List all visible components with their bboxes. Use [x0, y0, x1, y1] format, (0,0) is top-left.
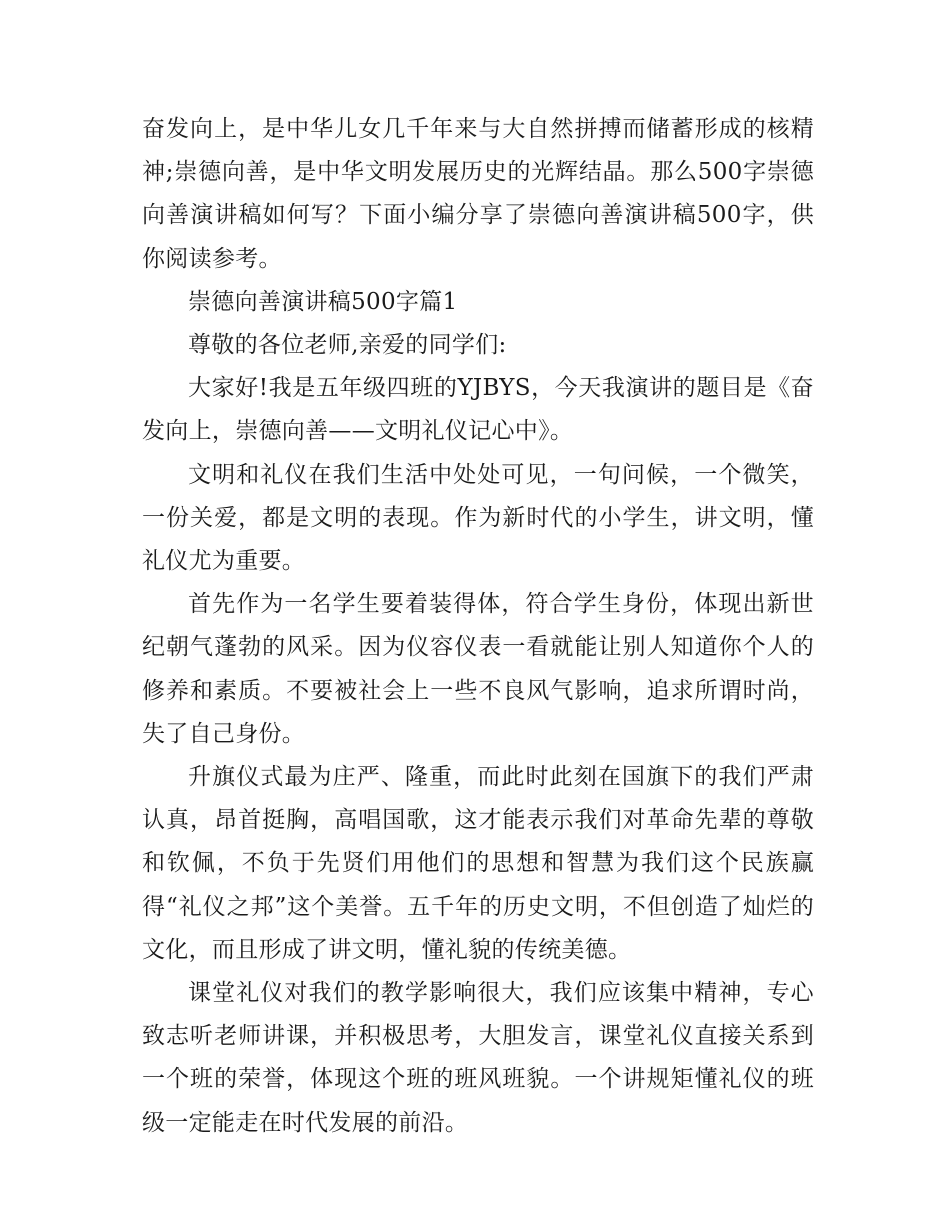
section-heading: 崇德向善演讲稿500字篇1 — [188, 288, 458, 315]
body-paragraph: 文明和礼仪在我们生活中处处可见，一句问候，一个微笑，一份关爱，都是文明的表现。作为新时代的小学生，讲文明，懂礼仪尤为重要。 — [142, 461, 814, 575]
body-paragraph: 课堂礼仪对我们的教学影响很大，我们应该集中精神，专心致志听老师讲课，并积极思考，大胆发言，课堂礼仪直接关系到一个班的荣誉，体现这个班的班风班貌。一个讲规矩懂礼仪的班级一定能走在时代发展的前沿。 — [142, 980, 814, 1136]
greeting-paragraph: 大家好!我是五年级四班的YJBYS，今天我演讲的题目是《奋发向上，崇德向善——文明礼仪记心中》。 — [142, 375, 814, 445]
document-page — [142, 108, 814, 1145]
body-paragraph: 升旗仪式最为庄严、隆重，而此时此刻在国旗下的我们严肃认真，昂首挺胸，高唱国歌，这才能表示我们对革命先辈的尊敬和钦佩，不负于先贤们用他们的思想和智慧为我们这个民族赢得“礼仪之邦”这个美誉。五千年的历史文明，不但创造了灿烂的文化，而且形成了讲文明，懂礼貌的传统美德。 — [142, 764, 814, 963]
intro-paragraph: 奋发向上，是中华儿女几千年来与大自然拼搏而储蓄形成的核精神;崇德向善，是中华文明发展历史的光辉结晶。那么500字崇德向善演讲稿如何写？下面小编分享了崇德向善演讲稿500字，供你阅读参考。 — [142, 116, 814, 272]
salutation: 尊敬的各位老师,亲爱的同学们: — [188, 332, 507, 359]
body-paragraph: 首先作为一名学生要着装得体，符合学生身份，体现出新世纪朝气蓬勃的风采。因为仪容仪表一看就能让别人知道你个人的修养和素质。不要被社会上一些不良风气影响，追求所谓时尚，失了自己身份。 — [142, 591, 814, 747]
